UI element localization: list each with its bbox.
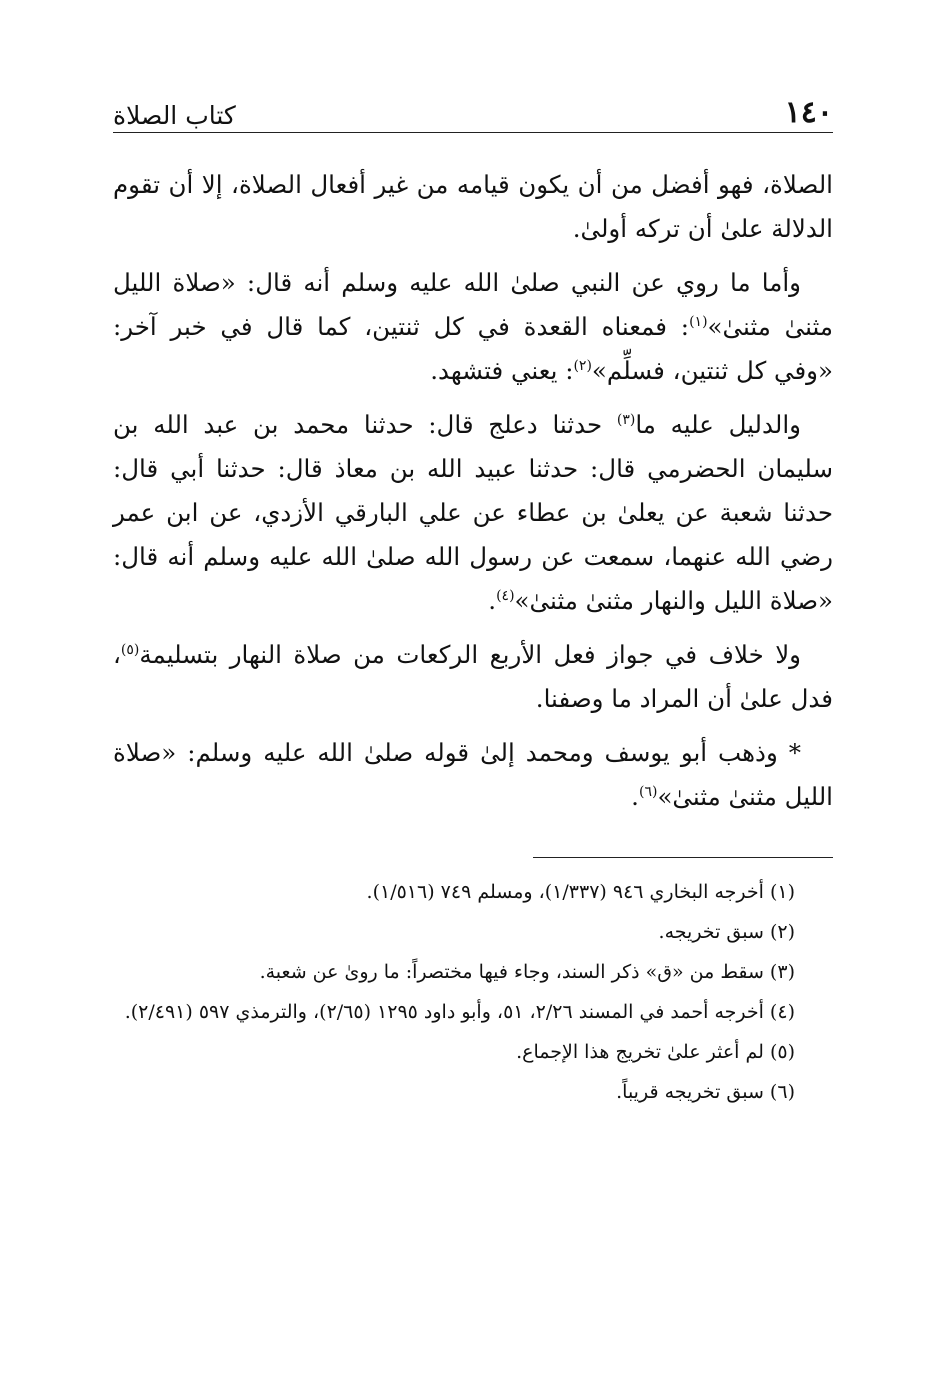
footnote-ref-1[interactable]: (١): [689, 313, 708, 330]
footnote-divider: [533, 857, 833, 858]
footnote-1: (١) أخرجه البخاري ٩٤٦ (١/٣٣٧)، ومسلم ٧٤٩ (١/٥١٦).: [366, 881, 795, 903]
paragraph-5-text-a: * وذهب أبو يوسف ومحمد إلىٰ قوله صلىٰ الله عليه وسلم: «صلاة الليل مثنىٰ مثنىٰ»: [113, 738, 833, 811]
footnote-ref-4[interactable]: (٤): [496, 587, 515, 604]
paragraph-5-text-b: .: [631, 782, 639, 811]
footnote-4: (٤) أخرجه أحمد في المسند ٢/٢٦، ٥١، وأبو داود ١٢٩٥ (٢/٦٥)، والترمذي ٥٩٧ (٢/٤٩١).: [124, 1001, 795, 1023]
paragraph-2: [113, 261, 833, 393]
page-number: ١٤٠: [784, 95, 833, 130]
footnote-5: (٥) لم أعثر علىٰ تخريج هذا الإجماع.: [516, 1041, 795, 1063]
running-title: كتاب الصلاة: [113, 101, 236, 130]
paragraph-1: [113, 163, 833, 251]
paragraph-4: [113, 633, 833, 721]
footnote-6: (٦) سبق تخريجه قريباً.: [616, 1081, 795, 1103]
paragraph-2-text-c: : يعني فتشهد.: [430, 356, 574, 385]
paragraph-5: [113, 731, 833, 819]
book-page: [113, 88, 833, 1114]
footnote-ref-6[interactable]: (٦): [638, 783, 658, 800]
paragraph-4-text-b: ، فدل علىٰ أن المراد ما وصفنا.: [113, 640, 833, 713]
paragraph-3-text-c: .: [488, 586, 497, 615]
paragraph-4-text-a: ولا خلاف في جواز فعل الأربع الركعات من صلاة النهار بتسليمة: [139, 640, 801, 669]
main-text: [113, 163, 833, 819]
footnote-ref-5[interactable]: (٥): [120, 641, 140, 658]
paragraph-2-text-a: وأما ما روي عن النبي صلىٰ الله عليه وسلم أنه قال: «صلاة الليل مثنىٰ مثنىٰ»: [113, 268, 833, 341]
paragraph-1-text: الصلاة، فهو أفضل من أن يكون قيامه من غير أفعال الصلاة، إلا أن تقوم الدلالة علىٰ أن تركه أولىٰ.: [113, 170, 833, 243]
footnote-ref-2[interactable]: (٢): [573, 357, 592, 374]
paragraph-3-text-b: حدثنا دعلج قال: حدثنا محمد بن عبد الله بن سليمان الحضرمي قال: حدثنا عبيد الله بن معاذ قال: حدثنا أبي قال: حدثنا شعبة عن يعلىٰ بن عطاء عن علي البارقي الأزدي، عن ابن عمر رضي الله عنهما، سمعت عن رسول الله صلىٰ الله عليه وسلم أنه قال: «صلاة الليل والنهار مثنىٰ مثنىٰ»: [113, 410, 833, 615]
footnote-ref-3[interactable]: (٣): [616, 411, 636, 428]
footnotes-section: [113, 874, 833, 1110]
paragraph-3: [113, 403, 833, 623]
footnote-2: (٢) سبق تخريجه.: [658, 921, 795, 943]
paragraph-3-text-a: والدليل عليه ما: [635, 410, 801, 439]
footnote-3: (٣) سقط من «ق» ذكر السند، وجاء فيها مختصراً: ما روىٰ عن شعبة.: [259, 961, 795, 983]
page-header: [113, 88, 833, 133]
paragraph-2-text-b: : فمعناه القعدة في كل ثنتين، كما قال في خبر آخر: «وفي كل ثنتين، فسلِّم»: [113, 312, 833, 385]
